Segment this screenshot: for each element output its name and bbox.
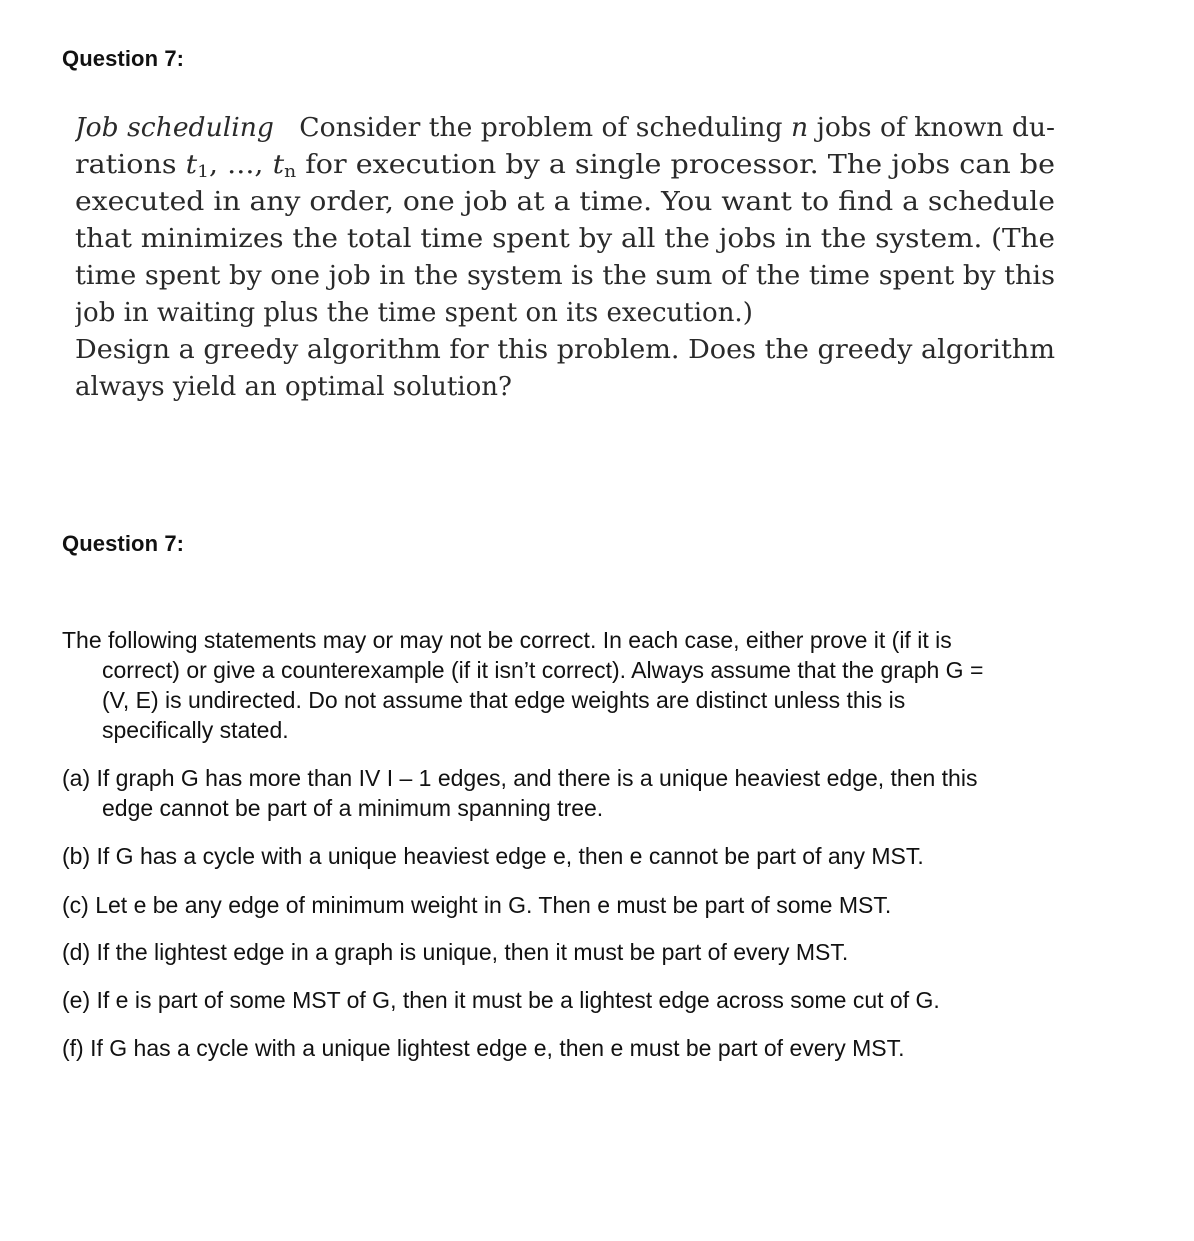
problem-text: Consider the problem of scheduling [299, 113, 791, 143]
intro-line: correct) or give a counterexample (if it isn’t correct). Always assume that the graph G = [102, 657, 984, 683]
question-1-heading: Question 7: [62, 46, 185, 71]
problem-text: jobs of known du- [808, 113, 1055, 143]
math-subscript: 1 [197, 162, 210, 182]
statement-c [62, 890, 1052, 920]
statement-line: (a) If graph G has more than IV I – 1 edges, and there is a unique heaviest edge, then this [62, 765, 978, 791]
problem-line-7: Design a greedy algorithm for this problem. Does the greedy algorithm [75, 335, 1055, 365]
statement-b [62, 841, 1052, 871]
problem-line-5: time spent by one job in the system is the sum of the time spent by this [75, 261, 1055, 291]
problem-line-3: executed in any order, one job at a time. You want to find a schedule [75, 187, 1055, 217]
math-t: t [272, 150, 285, 180]
math-t: t [185, 150, 198, 180]
statement-a [62, 763, 1052, 823]
problem-line-2 [75, 147, 1055, 184]
problem-text: rations [75, 150, 186, 180]
problem-line-1 [75, 110, 1055, 147]
intro-line: The following statements may or may not be correct. In each case, either prove it (if it is [62, 627, 952, 653]
statement-d [62, 937, 1052, 967]
statement-line: edge cannot be part of a minimum spanning tree. [102, 795, 604, 821]
statements-intro [62, 625, 1052, 745]
statement-line: (d) If the lightest edge in a graph is unique, then it must be part of every MST. [62, 939, 849, 965]
problem-line-8: always yield an optimal solution? [75, 372, 512, 402]
question-2-heading: Question 7: [62, 531, 185, 556]
statement-line: (f) If G has a cycle with a unique lightest edge e, then e must be part of every MST. [62, 1035, 905, 1061]
problem-text: for execution by a single processor. The jobs can be [296, 150, 1055, 180]
statement-line: (c) Let e be any edge of minimum weight in G. Then e must be part of some MST. [62, 892, 892, 918]
math-subscript: n [284, 162, 297, 182]
job-scheduling-problem [75, 110, 1055, 406]
intro-line: specifically stated. [102, 717, 289, 743]
problem-title: Job scheduling [75, 113, 274, 143]
statement-line: (e) If e is part of some MST of G, then it must be a lightest edge across some cut of G. [62, 987, 940, 1013]
math-n: n [790, 113, 809, 143]
statement-f [62, 1033, 1052, 1063]
problem-text: , ..., [209, 150, 273, 180]
problem-line-6: job in waiting plus the time spent on its execution.) [75, 298, 753, 328]
statement-line: (b) If G has a cycle with a unique heaviest edge e, then e cannot be part of any MST. [62, 843, 924, 869]
problem-line-4: that minimizes the total time spent by all the jobs in the system. (The [75, 224, 1055, 254]
intro-line: (V, E) is undirected. Do not assume that edge weights are distinct unless this is [102, 687, 906, 713]
statement-e [62, 985, 1052, 1015]
